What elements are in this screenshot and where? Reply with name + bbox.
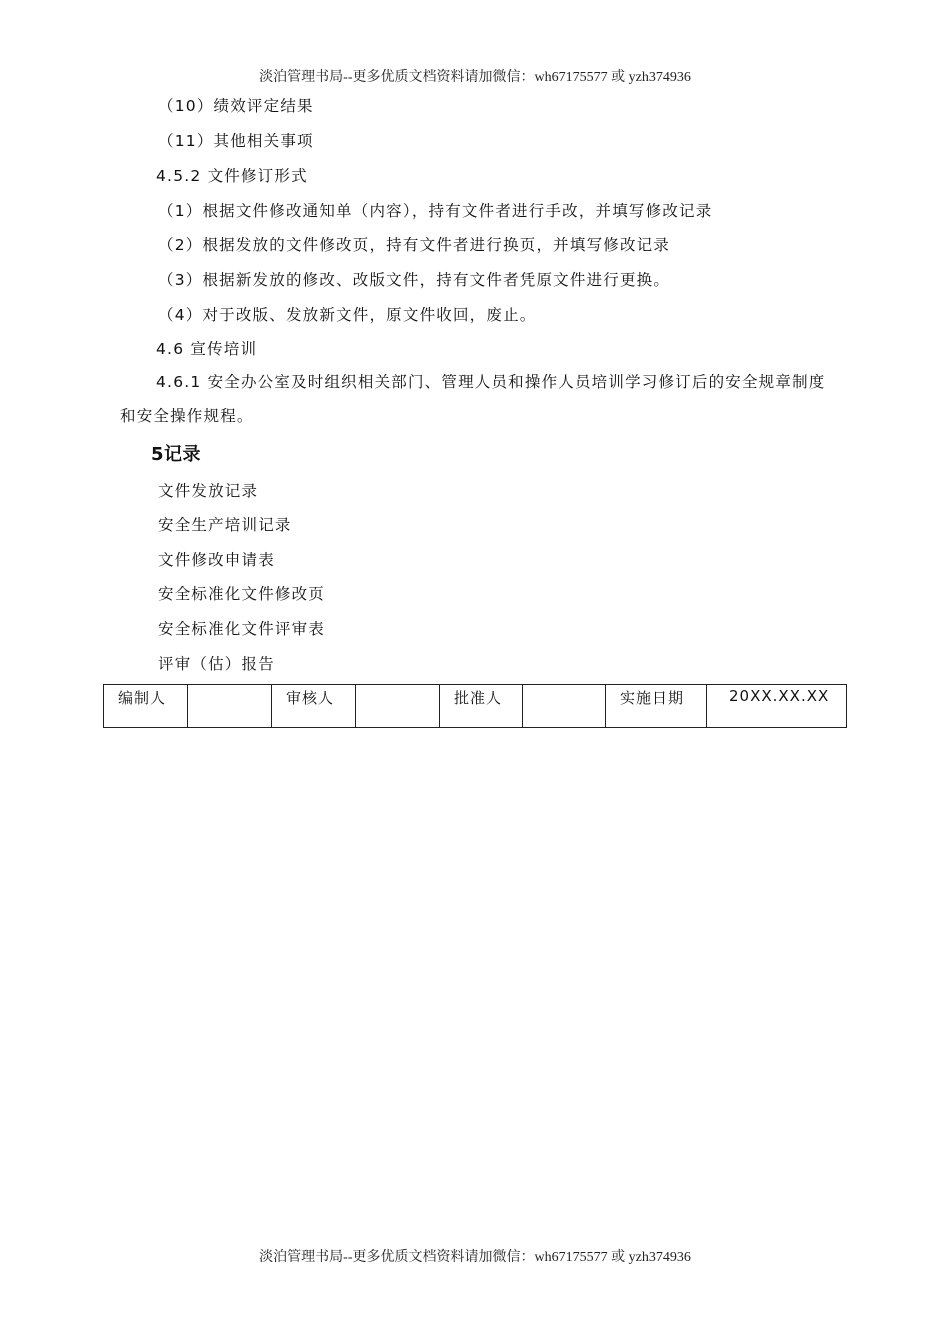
- revision-form-3: （3）根据新发放的修改、改版文件，持有文件者凭原文件进行更换。: [158, 271, 671, 289]
- approved-by-value: [523, 685, 606, 728]
- record-item: 文件发放记录: [158, 482, 259, 500]
- effective-date-label: 实施日期: [606, 685, 707, 728]
- section-4-6-1-paragraph: 4.6.1 安全办公室及时组织相关部门、管理人员和操作人员培训学习修订后的安全规章制度和安全操作规程。: [120, 373, 826, 425]
- compiled-by-label: 编制人: [104, 685, 188, 728]
- signoff-table: [103, 684, 847, 728]
- revision-form-1: （1）根据文件修改通知单（内容），持有文件者进行手改，并填写修改记录: [158, 202, 713, 220]
- compiled-by-value: [188, 685, 272, 728]
- section-4-6: 4.6 宣传培训: [156, 340, 258, 358]
- records-heading: 5记录: [151, 444, 202, 465]
- approved-by-label: 批准人: [440, 685, 523, 728]
- reviewed-by-value: [356, 685, 440, 728]
- section-4-5-2: 4.5.2 文件修订形式: [156, 167, 308, 185]
- record-item: 安全生产培训记录: [158, 516, 292, 534]
- item-other-matters: （11）其他相关事项: [158, 132, 314, 150]
- revision-form-4: （4）对于改版、发放新文件，原文件收回，废止。: [158, 306, 537, 324]
- record-item: 安全标准化文件评审表: [158, 620, 326, 638]
- revision-form-2: （2）根据发放的文件修改页，持有文件者进行换页，并填写修改记录: [158, 236, 671, 254]
- effective-date-value: 20XX.XX.XX: [707, 685, 847, 728]
- reviewed-by-label: 审核人: [272, 685, 356, 728]
- record-item: 文件修改申请表: [158, 551, 275, 569]
- record-item: 评审（估）报告: [158, 655, 275, 673]
- record-item: 安全标准化文件修改页: [158, 585, 326, 603]
- page-header: 淡泊管理书局--更多优质文档资料请加微信：wh67175577 或 yzh374936: [259, 70, 691, 85]
- item-performance-result: （10）绩效评定结果: [158, 97, 314, 115]
- page-footer: 淡泊管理书局--更多优质文档资料请加微信：wh67175577 或 yzh374936: [259, 1250, 691, 1265]
- table-row: [104, 685, 847, 728]
